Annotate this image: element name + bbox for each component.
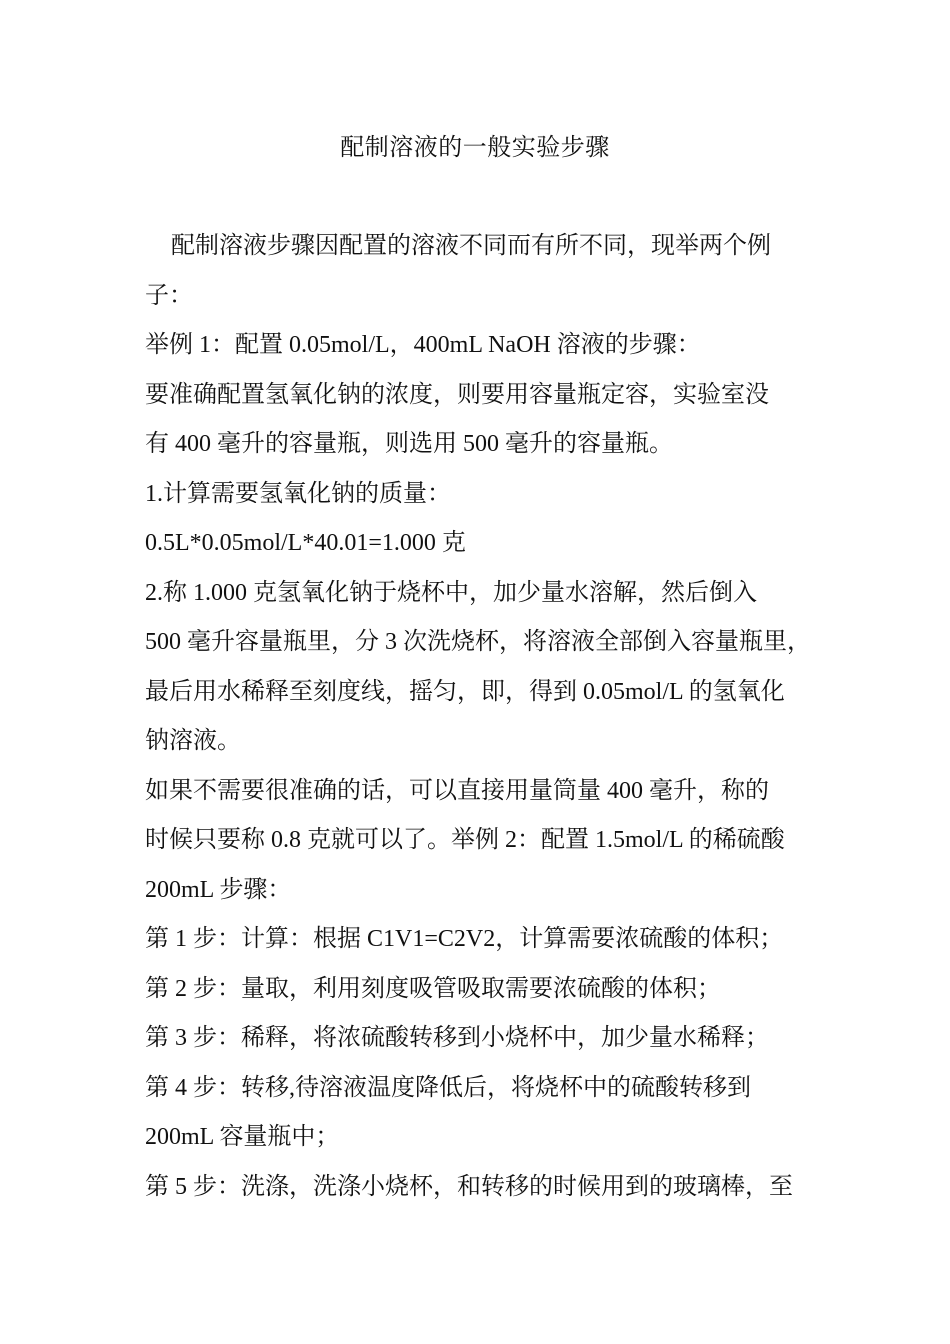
paragraph-line: 500 毫升容量瓶里，分 3 次洗烧杯，将溶液全部倒入容量瓶里， — [145, 629, 811, 655]
paragraph-line: 第 2 步：量取，利用刻度吸管吸取需要浓硫酸的体积； — [145, 975, 721, 1002]
paragraph-line: 第 1 步：计算：根据 C1V1=C2V2，计算需要浓硫酸的体积； — [145, 926, 784, 952]
paragraph-line: 200mL 容量瓶中； — [145, 1124, 340, 1150]
paragraph-line: 配制溶液步骤因配置的溶液不同而有所不同，现举两个例 — [171, 233, 771, 259]
paragraph-line: 钠溶液。 — [145, 728, 241, 754]
paragraph-line: 200mL 步骤： — [145, 876, 292, 903]
paragraph-line: 要准确配置氢氧化钠的浓度，则要用容量瓶定容，实验室没 — [145, 381, 769, 408]
paragraph-line: 有 400 毫升的容量瓶，则选用 500 毫升的容量瓶。 — [145, 431, 673, 457]
paragraph-line: 1.计算需要氢氧化钠的质量： — [145, 480, 451, 507]
paragraph-line: 最后用水稀释至刻度线，摇匀，即，得到 0.05mol/L 的氢氧化 — [145, 678, 785, 705]
paragraph-line: 举例 1：配置 0.05mol/L，400mL NaOH 溶液的步骤： — [145, 332, 701, 358]
paragraph-line: 第 4 步：转移,待溶液温度降低后，将烧杯中的硫酸转移到 — [145, 1074, 751, 1101]
paragraph-line: 第 3 步：稀释，将浓硫酸转移到小烧杯中，加少量水稀释； — [145, 1025, 769, 1051]
paragraph-line: 子： — [145, 282, 193, 309]
paragraph-line: 第 5 步：洗涤，洗涤小烧杯，和转移的时候用到的玻璃棒，至 — [145, 1173, 793, 1200]
paragraph-line: 2.称 1.000 克氢氧化钠于烧杯中，加少量水溶解，然后倒入 — [145, 579, 757, 606]
paragraph-line: 0.5L*0.05mol/L*40.01=1.000 克 — [145, 530, 466, 556]
document-title: 配制溶液的一般实验步骤 — [340, 135, 610, 161]
paragraph-line: 如果不需要很准确的话，可以直接用量筒量 400 毫升，称的 — [145, 777, 769, 804]
paragraph-line: 时候只要称 0.8 克就可以了。举例 2：配置 1.5mol/L 的稀硫酸 — [145, 827, 785, 853]
document-body — [145, 222, 825, 1212]
